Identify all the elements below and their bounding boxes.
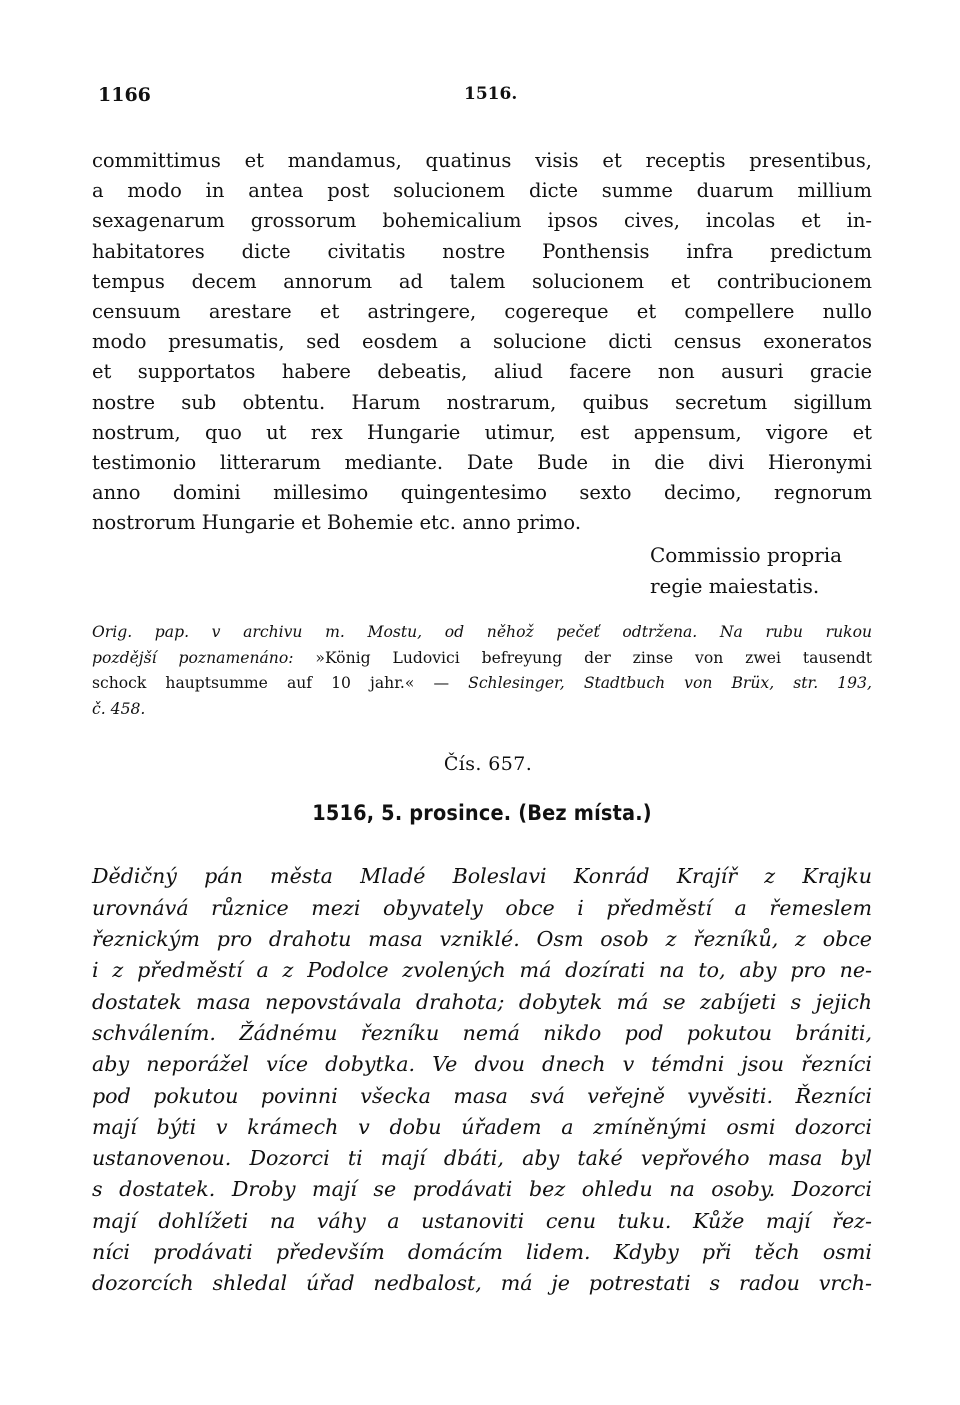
source-note-line — [92, 671, 872, 697]
running-head — [92, 84, 872, 120]
charter-line: modo presumatis, sed eosdem a solucione dicti census exoneratos — [92, 330, 872, 354]
page-number: 1166 — [98, 84, 151, 106]
regest-line: pod pokutou povinni všecka masa svá veřejně vyvěsiti. Řezníci — [92, 1083, 872, 1108]
source-note-italic: pozdější poznamenáno: — [92, 648, 294, 667]
regest-line: ustanovenou. Dozorci ti mají dbáti, aby také vepřového masa byl — [92, 1146, 872, 1171]
source-note-line — [92, 620, 872, 646]
source-note-italic: Orig. pap. v archivu m. Mostu, od něhož pečeť odtržena. Na rubu rukou — [92, 623, 872, 642]
regest-line: i z předměstí a z Podolce zvolených má dozírati na to, aby pro ne- — [92, 958, 872, 983]
book-page — [92, 84, 872, 1300]
chancery-note-line: Commissio propria — [650, 543, 843, 568]
regest-line: schválením. Žádnému řezníku nemá nikdo pod pokutou brániti, — [92, 1020, 872, 1045]
source-note-italic: Schlesinger, Stadtbuch von Brüx, str. 193, — [468, 674, 872, 693]
regest-line: dozorcích shledal úřad nedbalost, má je potrestati s radou vrch- — [92, 1271, 872, 1296]
regest-line: mají dohlížeti na váhy a ustanoviti cenu tuku. Kůže mají řez- — [92, 1208, 872, 1233]
regest-line: Dědičný pán města Mladé Boleslavi Konrád Krajíř z Krajku — [92, 864, 872, 889]
regest-line: aby neporážel více dobytka. Ve dvou dnech v témdni jsou řezníci — [92, 1052, 872, 1077]
charter-line: anno domini millesimo quingentesimo sexto decimo, regnorum — [92, 481, 872, 505]
source-note-quote: schock hauptsumme auf 10 jahr.« — — [92, 674, 450, 693]
charter-line: sexagenarum grossorum bohemicalium ipsos cives, incolas et in- — [92, 209, 872, 233]
source-note-line — [92, 697, 872, 723]
chancery-note — [650, 540, 872, 602]
source-note-line — [92, 646, 872, 672]
charter-line: habitatores dicte civitatis nostre Ponthensis infra predictum — [92, 239, 872, 263]
regest-line: níci prodávati především domácím lidem. Kdyby při těch osmi — [92, 1240, 872, 1264]
charter-text — [92, 146, 872, 538]
document-number: Čís. 657. — [443, 753, 533, 776]
document-date-heading: 1516, 5. prosince. (Bez místa.) — [312, 801, 652, 826]
charter-line: et supportatos habere debeatis, aliud facere non ausuri gracie — [92, 360, 872, 384]
charter-line: nostre sub obtentu. Harum nostrarum, quibus secretum sigillum — [92, 390, 872, 414]
running-year: 1516. — [464, 84, 518, 104]
charter-line: censuum arestare et astringere, cogereque et compellere nullo — [92, 299, 872, 323]
charter-line: testimonio litterarum mediante. Date Bude in die divi Hieronymi — [92, 450, 872, 474]
regest-line: urovnává různice mezi obyvately obce i předměstí a řemeslem — [92, 895, 872, 920]
charter-line: nostrorum Hungarie et Bohemie etc. anno primo. — [92, 511, 582, 535]
regest-summary — [92, 861, 872, 1299]
regest-line: dostatek masa nepovstávala drahota; dobytek má se zabíjeti s jejich — [92, 989, 872, 1014]
charter-line: a modo in antea post solucionem dicte summe duarum millium — [92, 179, 872, 203]
charter-line: nostrum, quo ut rex Hungarie utimur, est appensum, vigore et — [92, 420, 872, 444]
chancery-note-line: regie maiestatis. — [650, 574, 820, 599]
regest-line: s dostatek. Droby mají se prodávati bez ohledu na osoby. Dozorci — [92, 1177, 872, 1202]
source-note — [92, 620, 872, 722]
regest-line: řeznickým pro drahotu masa vzniklé. Osm osob z řezníků, z obce — [92, 927, 872, 952]
source-note-italic: č. 458. — [92, 699, 146, 718]
charter-line: tempus decem annorum ad talem solucionem et contribucionem — [92, 269, 872, 293]
source-note-quote: »König Ludovici befreyung der zinse von zwei tausendt — [315, 648, 872, 667]
regest-line: mají býti v krámech v dobu úřadem a zmíněnými osmi dozorci — [92, 1114, 872, 1139]
charter-line: committimus et mandamus, quatinus visis et receptis presentibus, — [92, 149, 872, 172]
